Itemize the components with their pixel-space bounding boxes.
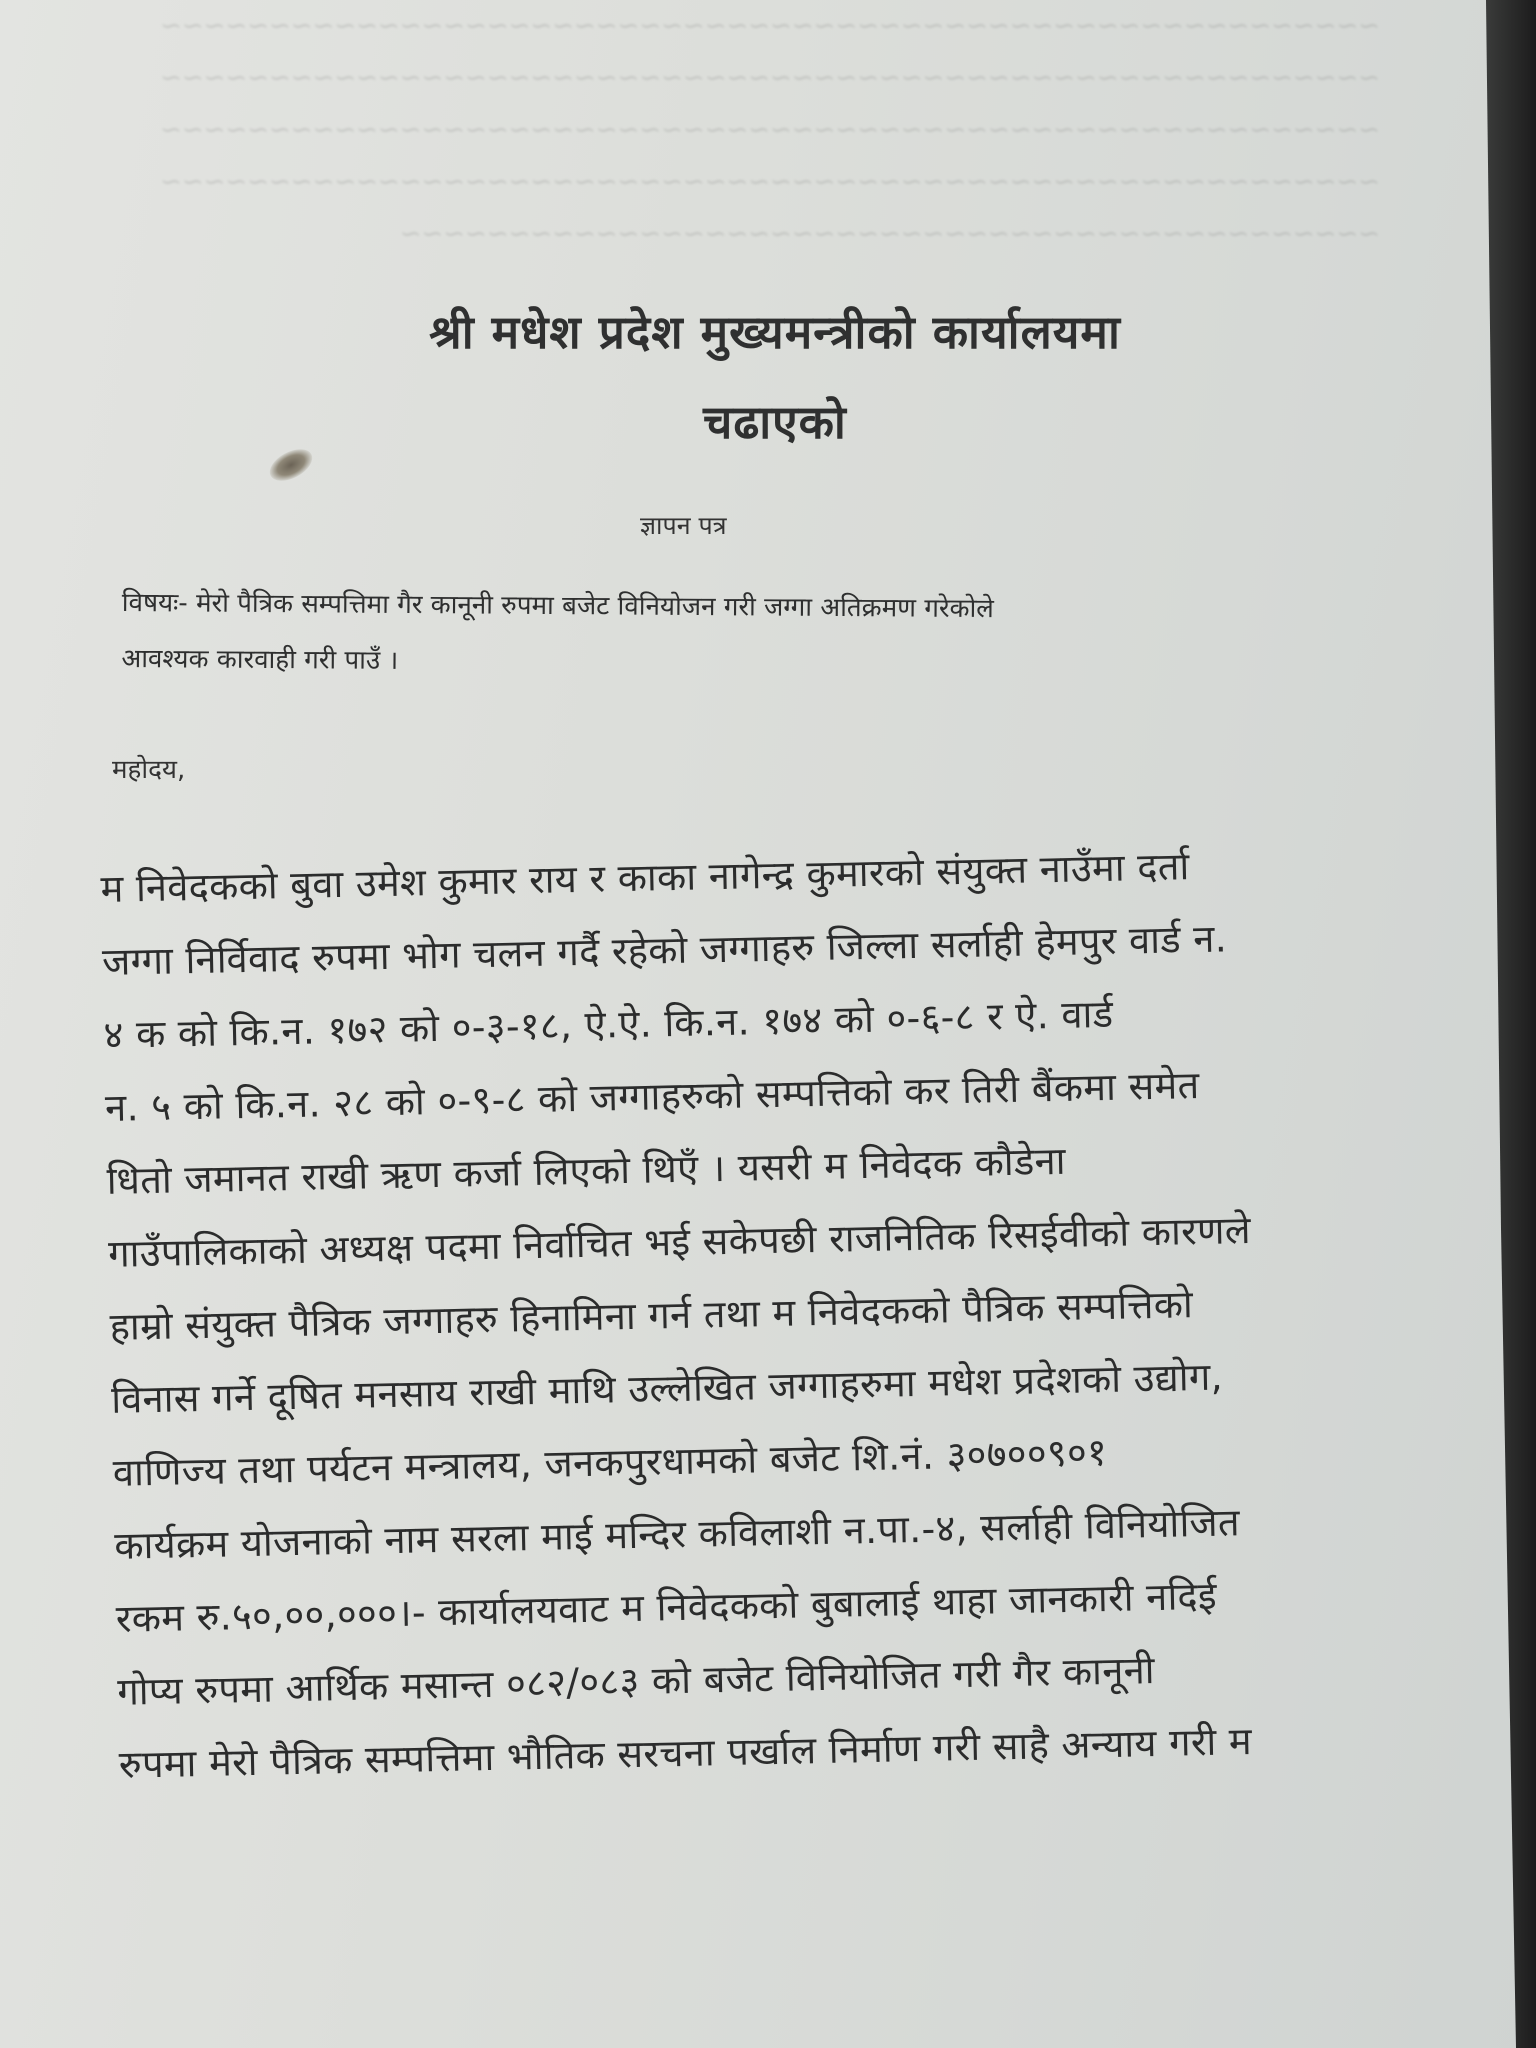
subject-line-2: आवश्यक कारवाही गरी पाउँ । — [121, 643, 399, 676]
document-title-line-1: श्री मधेश प्रदेश मुख्यमन्त्रीको कार्यालयमा — [429, 305, 1121, 359]
subject-block — [121, 575, 1422, 696]
body-line: धितो जमानत राखी ऋण कर्जा लिएको थिएँ । यसरी म निवेदक कौडेना — [106, 1138, 1067, 1203]
letter-body — [100, 833, 1500, 1811]
body-line: जग्गा निर्विवाद रुपमा भोग चलन गर्दै रहेको जग्गाहरु जिल्ला सर्लाही हेमपुर वार्ड न. — [101, 916, 1228, 984]
body-line: विनास गर्ने दूषित मनसाय राखी माथि उल्लेखित जग्गाहरुमा मधेश प्रदेशको उद्योग, — [110, 1354, 1224, 1422]
body-line: हाम्रो संयुक्त पैत्रिक जग्गाहरु हिनामिना गर्न तथा म निवेदकको पैत्रिक सम्पत्तिको — [109, 1282, 1194, 1349]
salutation: महोदय, — [112, 755, 186, 785]
memo-heading: ज्ञापन पत्र — [640, 511, 727, 540]
body-line: रुपमा मेरो पैत्रिक सम्पत्तिमा भौतिक सरचना पर्खाल निर्माण गरी साहै अन्याय गरी म — [118, 1719, 1253, 1787]
body-line: गाउँपालिकाको अध्यक्ष पदमा निर्वाचित भई सकेपछी राजनितिक रिसईवीको कारणले — [107, 1207, 1252, 1276]
body-line: वाणिज्य तथा पर्यटन मन्त्रालय, जनकपुरधामको बजेट शि.नं. ३०७००९०१ — [112, 1430, 1108, 1495]
body-line: गोप्य रुपमा आर्थिक मसान्त ०८२/०८३ को बजेट विनियोजित गरी गैर कानूनी — [116, 1648, 1156, 1714]
subject-line-1: विषयः- मेरो पैत्रिक सम्पत्तिमा गैर कानूनी रुपमा बजेट विनियोजन गरी जग्गा अतिक्रमण गरेकोले — [121, 587, 994, 625]
show-through-text: ~~~~~~~~~~~~~~~~~~~~~~~~~~~~~~~~~~~~~~~~~~~~~~~~~~~~~~~~ ~~~~~~~~~~~~~~~~~~~~~~~~~~~~~~~~~~~~~~~~~~~~~~~~~~~~~~~~ ~~~~~~~~~~~~~~~~~~~~~~~~~~~~~~~~~~~~~~~~~~~~~~~~~~~~~~~~ ~~~~~~~~~~~~~~~~~~~~~~~~~~~~~~~~~~~~~~~~~~~~~~~~~~~~~~~~ ~~~~~~~~~~~~~~~~~~~~~~~~~~~~~~~~~~~~~~~~~~~~~ — [160, 11, 1380, 249]
body-line: म निवेदकको बुवा उमेश कुमार राय र काका नागेन्द्र कुमारको संयुक्त नाउँमा दर्ता — [100, 844, 1191, 911]
body-line: कार्यक्रम योजनाको नाम सरला माई मन्दिर कविलाशी न.पा.-४, सर्लाही विनियोजित — [113, 1500, 1241, 1568]
body-line: रकम रु.५०,००,०००।- कार्यालयवाट म निवेदकको बुबालाई थाहा जानकारी नदिई — [115, 1573, 1218, 1641]
body-line: ४ क को कि.न. १७२ को ०-३-१८, ऐ.ऐ. कि.न. १७४ को ०-६-८ र ऐ. वार्ड — [103, 991, 1114, 1057]
document-title-line-2: चढाएको — [703, 395, 847, 449]
body-line: न. ५ को कि.न. २८ को ०-९-८ को जग्गाहरुको सम्पत्तिको कर तिरी बैंकमा समेत — [104, 1063, 1200, 1130]
